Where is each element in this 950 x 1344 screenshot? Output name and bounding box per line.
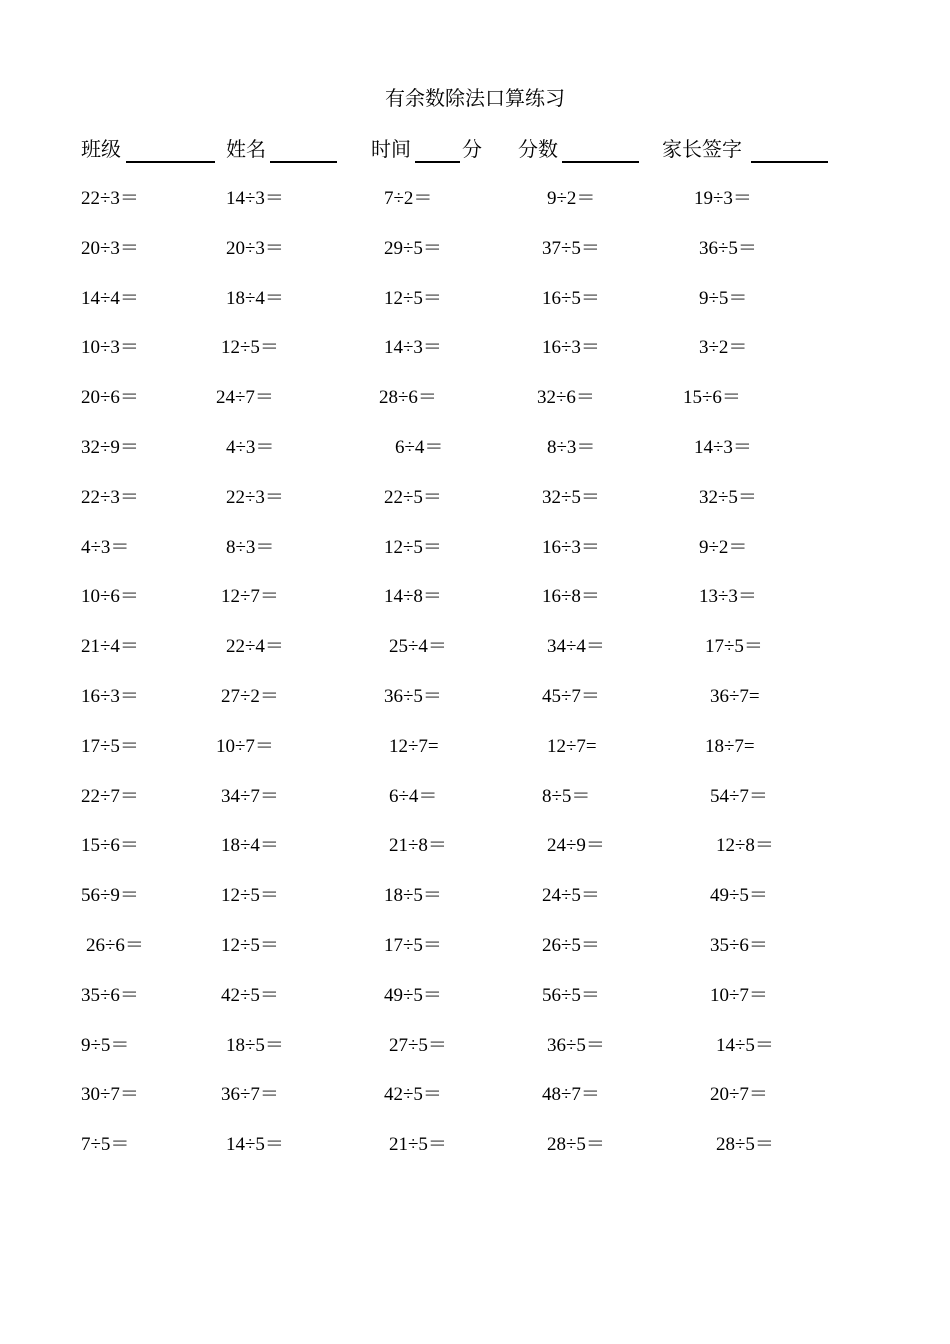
- division-problem-r13-c5: 54÷7＝: [710, 786, 768, 807]
- division-problem-r18-c1: 9÷5＝: [81, 1035, 130, 1056]
- division-problem-r4-c1: 10÷3＝: [81, 337, 139, 358]
- division-problem-r20-c3: 21÷5＝: [389, 1134, 447, 1155]
- name-blank-line[interactable]: [270, 161, 337, 163]
- division-problem-r11-c2: 27÷2＝: [221, 686, 279, 707]
- division-problem-r1-c2: 14÷3＝: [226, 188, 284, 209]
- division-problem-r14-c5: 12÷8＝: [716, 835, 774, 856]
- division-problem-r17-c3: 49÷5＝: [384, 985, 442, 1006]
- division-problem-r6-c3: 6÷4＝: [395, 437, 444, 458]
- division-problem-r19-c4: 48÷7＝: [542, 1084, 600, 1105]
- division-problem-r4-c2: 12÷5＝: [221, 337, 279, 358]
- division-problem-r17-c4: 56÷5＝: [542, 985, 600, 1006]
- division-problem-r11-c5: 36÷7=: [710, 686, 760, 707]
- division-problem-r9-c1: 10÷6＝: [81, 586, 139, 607]
- division-problem-r8-c5: 9÷2＝: [699, 537, 748, 558]
- division-problem-r17-c1: 35÷6＝: [81, 985, 139, 1006]
- division-problem-r5-c3: 28÷6＝: [379, 387, 437, 408]
- division-problem-r9-c2: 12÷7＝: [221, 586, 279, 607]
- division-problem-r12-c5: 18÷7=: [705, 736, 755, 757]
- division-problem-r20-c4: 28÷5＝: [547, 1134, 605, 1155]
- division-problem-r14-c3: 21÷8＝: [389, 835, 447, 856]
- division-problem-r12-c1: 17÷5＝: [81, 736, 139, 757]
- division-problem-r18-c5: 14÷5＝: [716, 1035, 774, 1056]
- division-problem-r3-c2: 18÷4＝: [226, 288, 284, 309]
- division-problem-r1-c1: 22÷3＝: [81, 188, 139, 209]
- division-problem-r20-c5: 28÷5＝: [716, 1134, 774, 1155]
- time-label: 时间: [371, 137, 411, 161]
- division-problem-r6-c5: 14÷3＝: [694, 437, 752, 458]
- division-problem-r7-c5: 32÷5＝: [699, 487, 757, 508]
- parent-signature-label: 家长签字: [662, 137, 742, 161]
- division-problem-r4-c5: 3÷2＝: [699, 337, 748, 358]
- division-problem-r18-c2: 18÷5＝: [226, 1035, 284, 1056]
- class-label: 班级: [81, 137, 121, 161]
- division-problem-r4-c4: 16÷3＝: [542, 337, 600, 358]
- division-problem-r9-c5: 13÷3＝: [699, 586, 757, 607]
- division-problem-r13-c1: 22÷7＝: [81, 786, 139, 807]
- division-problem-r4-c3: 14÷3＝: [384, 337, 442, 358]
- division-problem-r5-c2: 24÷7＝: [216, 387, 274, 408]
- division-problem-r2-c5: 36÷5＝: [699, 238, 757, 259]
- division-problem-r14-c1: 15÷6＝: [81, 835, 139, 856]
- division-problem-r7-c4: 32÷5＝: [542, 487, 600, 508]
- division-problem-r11-c4: 45÷7＝: [542, 686, 600, 707]
- division-problem-r13-c2: 34÷7＝: [221, 786, 279, 807]
- division-problem-r14-c2: 18÷4＝: [221, 835, 279, 856]
- division-problem-r3-c4: 16÷5＝: [542, 288, 600, 309]
- division-problem-r2-c1: 20÷3＝: [81, 238, 139, 259]
- division-problem-r17-c2: 42÷5＝: [221, 985, 279, 1006]
- division-problem-r2-c2: 20÷3＝: [226, 238, 284, 259]
- division-problem-r7-c3: 22÷5＝: [384, 487, 442, 508]
- division-problem-r2-c4: 37÷5＝: [542, 238, 600, 259]
- division-problem-r20-c1: 7÷5＝: [81, 1134, 130, 1155]
- division-problem-r17-c5: 10÷7＝: [710, 985, 768, 1006]
- division-problem-r16-c5: 35÷6＝: [710, 935, 768, 956]
- division-problem-r19-c3: 42÷5＝: [384, 1084, 442, 1105]
- division-problem-r6-c2: 4÷3＝: [226, 437, 275, 458]
- division-problem-r6-c4: 8÷3＝: [547, 437, 596, 458]
- division-problem-r14-c4: 24÷9＝: [547, 835, 605, 856]
- division-problem-r19-c5: 20÷7＝: [710, 1084, 768, 1105]
- division-problem-r5-c4: 32÷6＝: [537, 387, 595, 408]
- division-problem-r3-c3: 12÷5＝: [384, 288, 442, 309]
- division-problem-r16-c4: 26÷5＝: [542, 935, 600, 956]
- division-problem-r16-c1: 26÷6＝: [86, 935, 144, 956]
- division-problem-r15-c4: 24÷5＝: [542, 885, 600, 906]
- division-problem-r7-c1: 22÷3＝: [81, 487, 139, 508]
- division-problem-r10-c1: 21÷4＝: [81, 636, 139, 657]
- score-blank-line[interactable]: [562, 161, 639, 163]
- division-problem-r12-c3: 12÷7=: [389, 736, 439, 757]
- division-problem-r1-c5: 19÷3＝: [694, 188, 752, 209]
- division-problem-r10-c4: 34÷4＝: [547, 636, 605, 657]
- division-problem-r16-c2: 12÷5＝: [221, 935, 279, 956]
- division-problem-r15-c1: 56÷9＝: [81, 885, 139, 906]
- division-problem-r18-c4: 36÷5＝: [547, 1035, 605, 1056]
- division-problem-r5-c1: 20÷6＝: [81, 387, 139, 408]
- division-problem-r9-c3: 14÷8＝: [384, 586, 442, 607]
- time-blank-line[interactable]: [415, 161, 460, 163]
- division-problem-r13-c4: 8÷5＝: [542, 786, 591, 807]
- division-problem-r13-c3: 6÷4＝: [389, 786, 438, 807]
- division-problem-r8-c2: 8÷3＝: [226, 537, 275, 558]
- division-problem-r8-c4: 16÷3＝: [542, 537, 600, 558]
- division-problem-r2-c3: 29÷5＝: [384, 238, 442, 259]
- division-problem-r10-c5: 17÷5＝: [705, 636, 763, 657]
- division-problem-r19-c1: 30÷7＝: [81, 1084, 139, 1105]
- division-problem-r8-c3: 12÷5＝: [384, 537, 442, 558]
- division-problem-r15-c3: 18÷5＝: [384, 885, 442, 906]
- division-problem-r19-c2: 36÷7＝: [221, 1084, 279, 1105]
- division-problem-r20-c2: 14÷5＝: [226, 1134, 284, 1155]
- division-problem-r10-c2: 22÷4＝: [226, 636, 284, 657]
- division-problem-r6-c1: 32÷9＝: [81, 437, 139, 458]
- minute-label: 分: [462, 137, 482, 161]
- class-blank-line[interactable]: [126, 161, 215, 163]
- division-problem-r11-c3: 36÷5＝: [384, 686, 442, 707]
- division-problem-r3-c1: 14÷4＝: [81, 288, 139, 309]
- division-problem-r11-c1: 16÷3＝: [81, 686, 139, 707]
- division-problem-r18-c3: 27÷5＝: [389, 1035, 447, 1056]
- division-problem-r12-c2: 10÷7＝: [216, 736, 274, 757]
- division-problem-r1-c3: 7÷2＝: [384, 188, 433, 209]
- division-problem-r9-c4: 16÷8＝: [542, 586, 600, 607]
- page-title: 有余数除法口算练习: [385, 86, 565, 110]
- name-label: 姓名: [226, 137, 266, 161]
- score-label: 分数: [518, 137, 558, 161]
- division-problem-r5-c5: 15÷6＝: [683, 387, 741, 408]
- division-problem-r12-c4: 12÷7=: [547, 736, 597, 757]
- division-problem-r3-c5: 9÷5＝: [699, 288, 748, 309]
- division-problem-r7-c2: 22÷3＝: [226, 487, 284, 508]
- division-problem-r8-c1: 4÷3＝: [81, 537, 130, 558]
- division-problem-r15-c2: 12÷5＝: [221, 885, 279, 906]
- division-problem-r1-c4: 9÷2＝: [547, 188, 596, 209]
- division-problem-r10-c3: 25÷4＝: [389, 636, 447, 657]
- division-problem-r16-c3: 17÷5＝: [384, 935, 442, 956]
- parent-signature-blank-line[interactable]: [751, 161, 828, 163]
- division-problem-r15-c5: 49÷5＝: [710, 885, 768, 906]
